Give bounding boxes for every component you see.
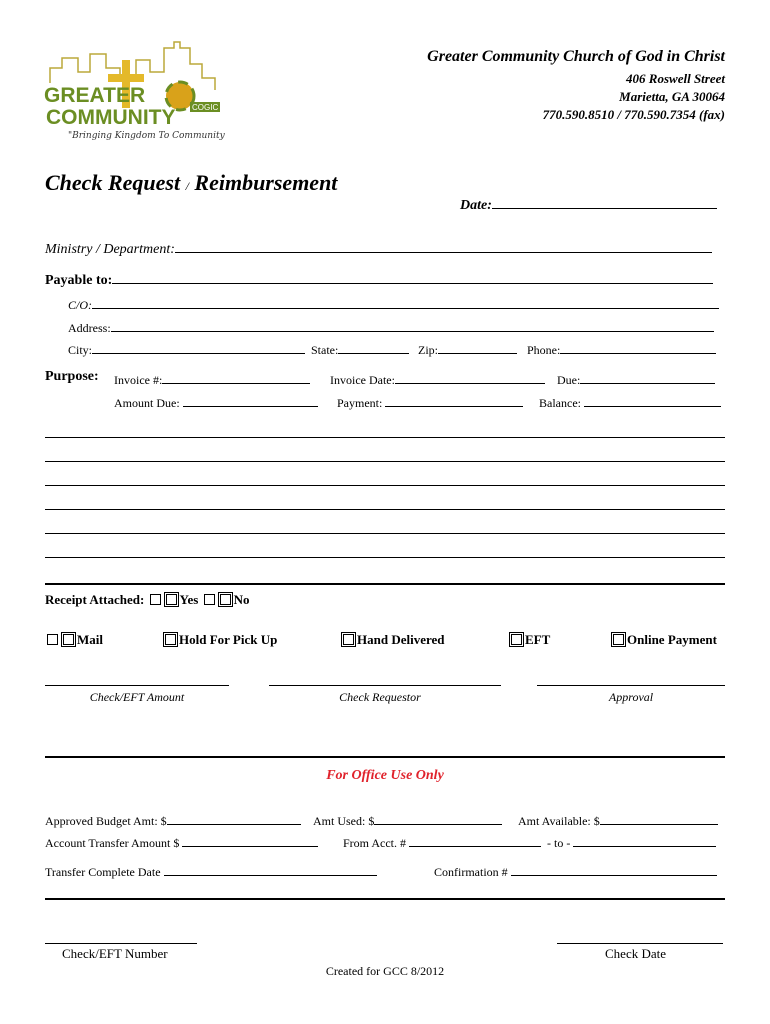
due-label: Due: bbox=[557, 373, 581, 387]
from-acct-label: From Acct. # bbox=[343, 836, 406, 850]
ministry-label: Ministry / Department: bbox=[45, 242, 175, 257]
phone-field[interactable] bbox=[560, 341, 716, 354]
org-phone: 770.590.8510 / 770.590.7354 (fax) bbox=[542, 107, 725, 122]
amount-due-label: Amount Due: bbox=[114, 396, 180, 410]
check-number-line[interactable] bbox=[45, 943, 197, 944]
amt-used-row bbox=[313, 812, 502, 829]
invoice-no-label: Invoice #: bbox=[114, 373, 163, 387]
mail-label: Mail bbox=[77, 632, 103, 647]
date-field[interactable] bbox=[492, 196, 717, 209]
transfer-date-field[interactable] bbox=[164, 863, 377, 876]
title-check-request: Check Request bbox=[45, 170, 181, 195]
address-row bbox=[68, 319, 714, 336]
from-acct-row bbox=[343, 834, 716, 851]
co-label: C/O: bbox=[68, 298, 92, 312]
phone-row bbox=[527, 341, 716, 358]
zip-field[interactable] bbox=[438, 341, 517, 354]
payment-row bbox=[337, 394, 523, 411]
check-date-label: Check Date bbox=[605, 946, 667, 961]
purpose-label: Purpose: bbox=[45, 369, 99, 384]
receipt-label: Receipt Attached: bbox=[45, 592, 145, 607]
account-transfer-label: Account Transfer Amount $ bbox=[45, 836, 180, 850]
payment-field[interactable] bbox=[385, 394, 523, 407]
ministry-field[interactable] bbox=[175, 240, 712, 253]
invoice-date-row bbox=[330, 371, 545, 388]
no-checkbox[interactable] bbox=[204, 594, 215, 605]
to-acct-field[interactable] bbox=[573, 834, 716, 847]
state-label: State: bbox=[311, 343, 339, 357]
hand-checkbox[interactable] bbox=[343, 634, 354, 645]
bottom-divider bbox=[45, 898, 725, 900]
amt-available-label: Amt Available: $ bbox=[518, 814, 600, 828]
approved-budget-row bbox=[45, 812, 301, 829]
purpose-line[interactable] bbox=[45, 533, 725, 534]
co-row bbox=[68, 296, 719, 313]
mail-checkbox[interactable] bbox=[47, 634, 58, 645]
city-field[interactable] bbox=[92, 341, 305, 354]
hand-option[interactable] bbox=[340, 632, 445, 648]
purpose-line[interactable] bbox=[45, 437, 725, 438]
footer-created: Created for GCC 8/2012 bbox=[325, 964, 445, 978]
online-option[interactable] bbox=[610, 632, 717, 648]
logo-badge: COGIC bbox=[192, 103, 219, 112]
office-divider bbox=[45, 756, 725, 758]
transfer-date-row bbox=[45, 863, 377, 880]
yes-checkbox[interactable] bbox=[150, 594, 161, 605]
amount-signature-label: Check/EFT Amount bbox=[89, 690, 185, 704]
org-street: 406 Roswell Street bbox=[626, 71, 725, 86]
amt-used-label: Amt Used: $ bbox=[313, 814, 375, 828]
title-separator: / bbox=[185, 179, 189, 193]
logo-tagline: "Bringing Kingdom To Community" bbox=[68, 131, 225, 141]
receipt-row bbox=[45, 592, 249, 608]
account-transfer-field[interactable] bbox=[182, 834, 318, 847]
invoice-no-field[interactable] bbox=[162, 371, 310, 384]
online-checkbox[interactable] bbox=[613, 634, 624, 645]
hold-label: Hold For Pick Up bbox=[179, 632, 278, 647]
due-field[interactable] bbox=[580, 371, 715, 384]
address-field[interactable] bbox=[111, 319, 714, 332]
invoice-date-field[interactable] bbox=[395, 371, 545, 384]
yes-checkbox-inner[interactable] bbox=[166, 594, 177, 605]
org-name: Greater Community Church of God in Christ bbox=[427, 48, 725, 65]
purpose-line[interactable] bbox=[45, 461, 725, 462]
payable-label: Payable to: bbox=[45, 273, 113, 288]
balance-field[interactable] bbox=[584, 394, 721, 407]
check-number-label: Check/EFT Number bbox=[62, 946, 168, 961]
payable-field[interactable] bbox=[112, 271, 713, 284]
title-reimbursement: Reimbursement bbox=[194, 170, 338, 195]
city-row bbox=[68, 341, 305, 358]
no-label: No bbox=[233, 592, 250, 607]
mail-option[interactable] bbox=[45, 632, 103, 648]
purpose-line[interactable] bbox=[45, 509, 725, 510]
address-label: Address: bbox=[68, 321, 111, 335]
city-label: City: bbox=[68, 343, 93, 357]
purpose-line[interactable] bbox=[45, 485, 725, 486]
amount-due-row bbox=[114, 394, 318, 411]
online-label: Online Payment bbox=[627, 632, 717, 647]
amount-signature-line[interactable] bbox=[45, 685, 229, 686]
confirmation-field[interactable] bbox=[511, 863, 717, 876]
approval-signature-label: Approval bbox=[608, 690, 654, 704]
payable-row bbox=[45, 271, 713, 289]
co-field[interactable] bbox=[92, 296, 719, 309]
mail-checkbox-inner[interactable] bbox=[63, 634, 74, 645]
logo-graphic bbox=[40, 38, 225, 143]
transfer-date-label: Transfer Complete Date bbox=[45, 865, 161, 879]
hand-label: Hand Delivered bbox=[357, 632, 445, 647]
amt-used-field[interactable] bbox=[374, 812, 502, 825]
approval-signature-line[interactable] bbox=[537, 685, 725, 686]
confirmation-row bbox=[434, 863, 717, 880]
zip-row bbox=[418, 341, 517, 358]
requestor-signature-label: Check Requestor bbox=[339, 690, 421, 704]
balance-row bbox=[539, 394, 721, 411]
yes-label: Yes bbox=[179, 592, 199, 607]
org-header bbox=[427, 48, 725, 124]
amount-due-field[interactable] bbox=[183, 394, 318, 407]
date-row bbox=[460, 196, 717, 214]
amt-available-field[interactable] bbox=[600, 812, 718, 825]
payment-label: Payment: bbox=[337, 396, 383, 410]
due-row bbox=[557, 371, 715, 388]
balance-label: Balance: bbox=[539, 396, 581, 410]
check-date-line[interactable] bbox=[557, 943, 723, 944]
phone-label: Phone: bbox=[527, 343, 561, 357]
hold-checkbox[interactable] bbox=[165, 634, 176, 645]
from-acct-field[interactable] bbox=[409, 834, 541, 847]
invoice-date-label: Invoice Date: bbox=[330, 373, 395, 387]
section-divider bbox=[45, 583, 725, 585]
eft-checkbox[interactable] bbox=[511, 634, 522, 645]
purpose-line[interactable] bbox=[45, 557, 725, 558]
requestor-signature-line[interactable] bbox=[269, 685, 501, 686]
office-use-heading: For Office Use Only bbox=[326, 768, 444, 783]
approved-budget-field[interactable] bbox=[167, 812, 301, 825]
invoice-no-row bbox=[114, 371, 310, 388]
state-row bbox=[311, 341, 409, 358]
ministry-row bbox=[45, 240, 712, 258]
eft-option[interactable] bbox=[508, 632, 550, 648]
to-label: - to - bbox=[547, 836, 571, 850]
form-title bbox=[45, 170, 337, 196]
state-field[interactable] bbox=[338, 341, 409, 354]
logo-word-community: COMMUNITY bbox=[46, 106, 176, 129]
hold-option[interactable] bbox=[162, 632, 277, 648]
eft-label: EFT bbox=[525, 632, 551, 647]
amt-available-row bbox=[518, 812, 718, 829]
approved-budget-label: Approved Budget Amt: $ bbox=[45, 814, 167, 828]
logo-word-greater: GREATER bbox=[44, 84, 146, 107]
date-label: Date: bbox=[460, 198, 492, 213]
no-checkbox-inner[interactable] bbox=[220, 594, 231, 605]
zip-label: Zip: bbox=[418, 343, 438, 357]
org-city: Marietta, GA 30064 bbox=[619, 89, 725, 104]
account-transfer-row bbox=[45, 834, 318, 851]
confirmation-label: Confirmation # bbox=[434, 865, 508, 879]
church-logo bbox=[40, 38, 225, 143]
